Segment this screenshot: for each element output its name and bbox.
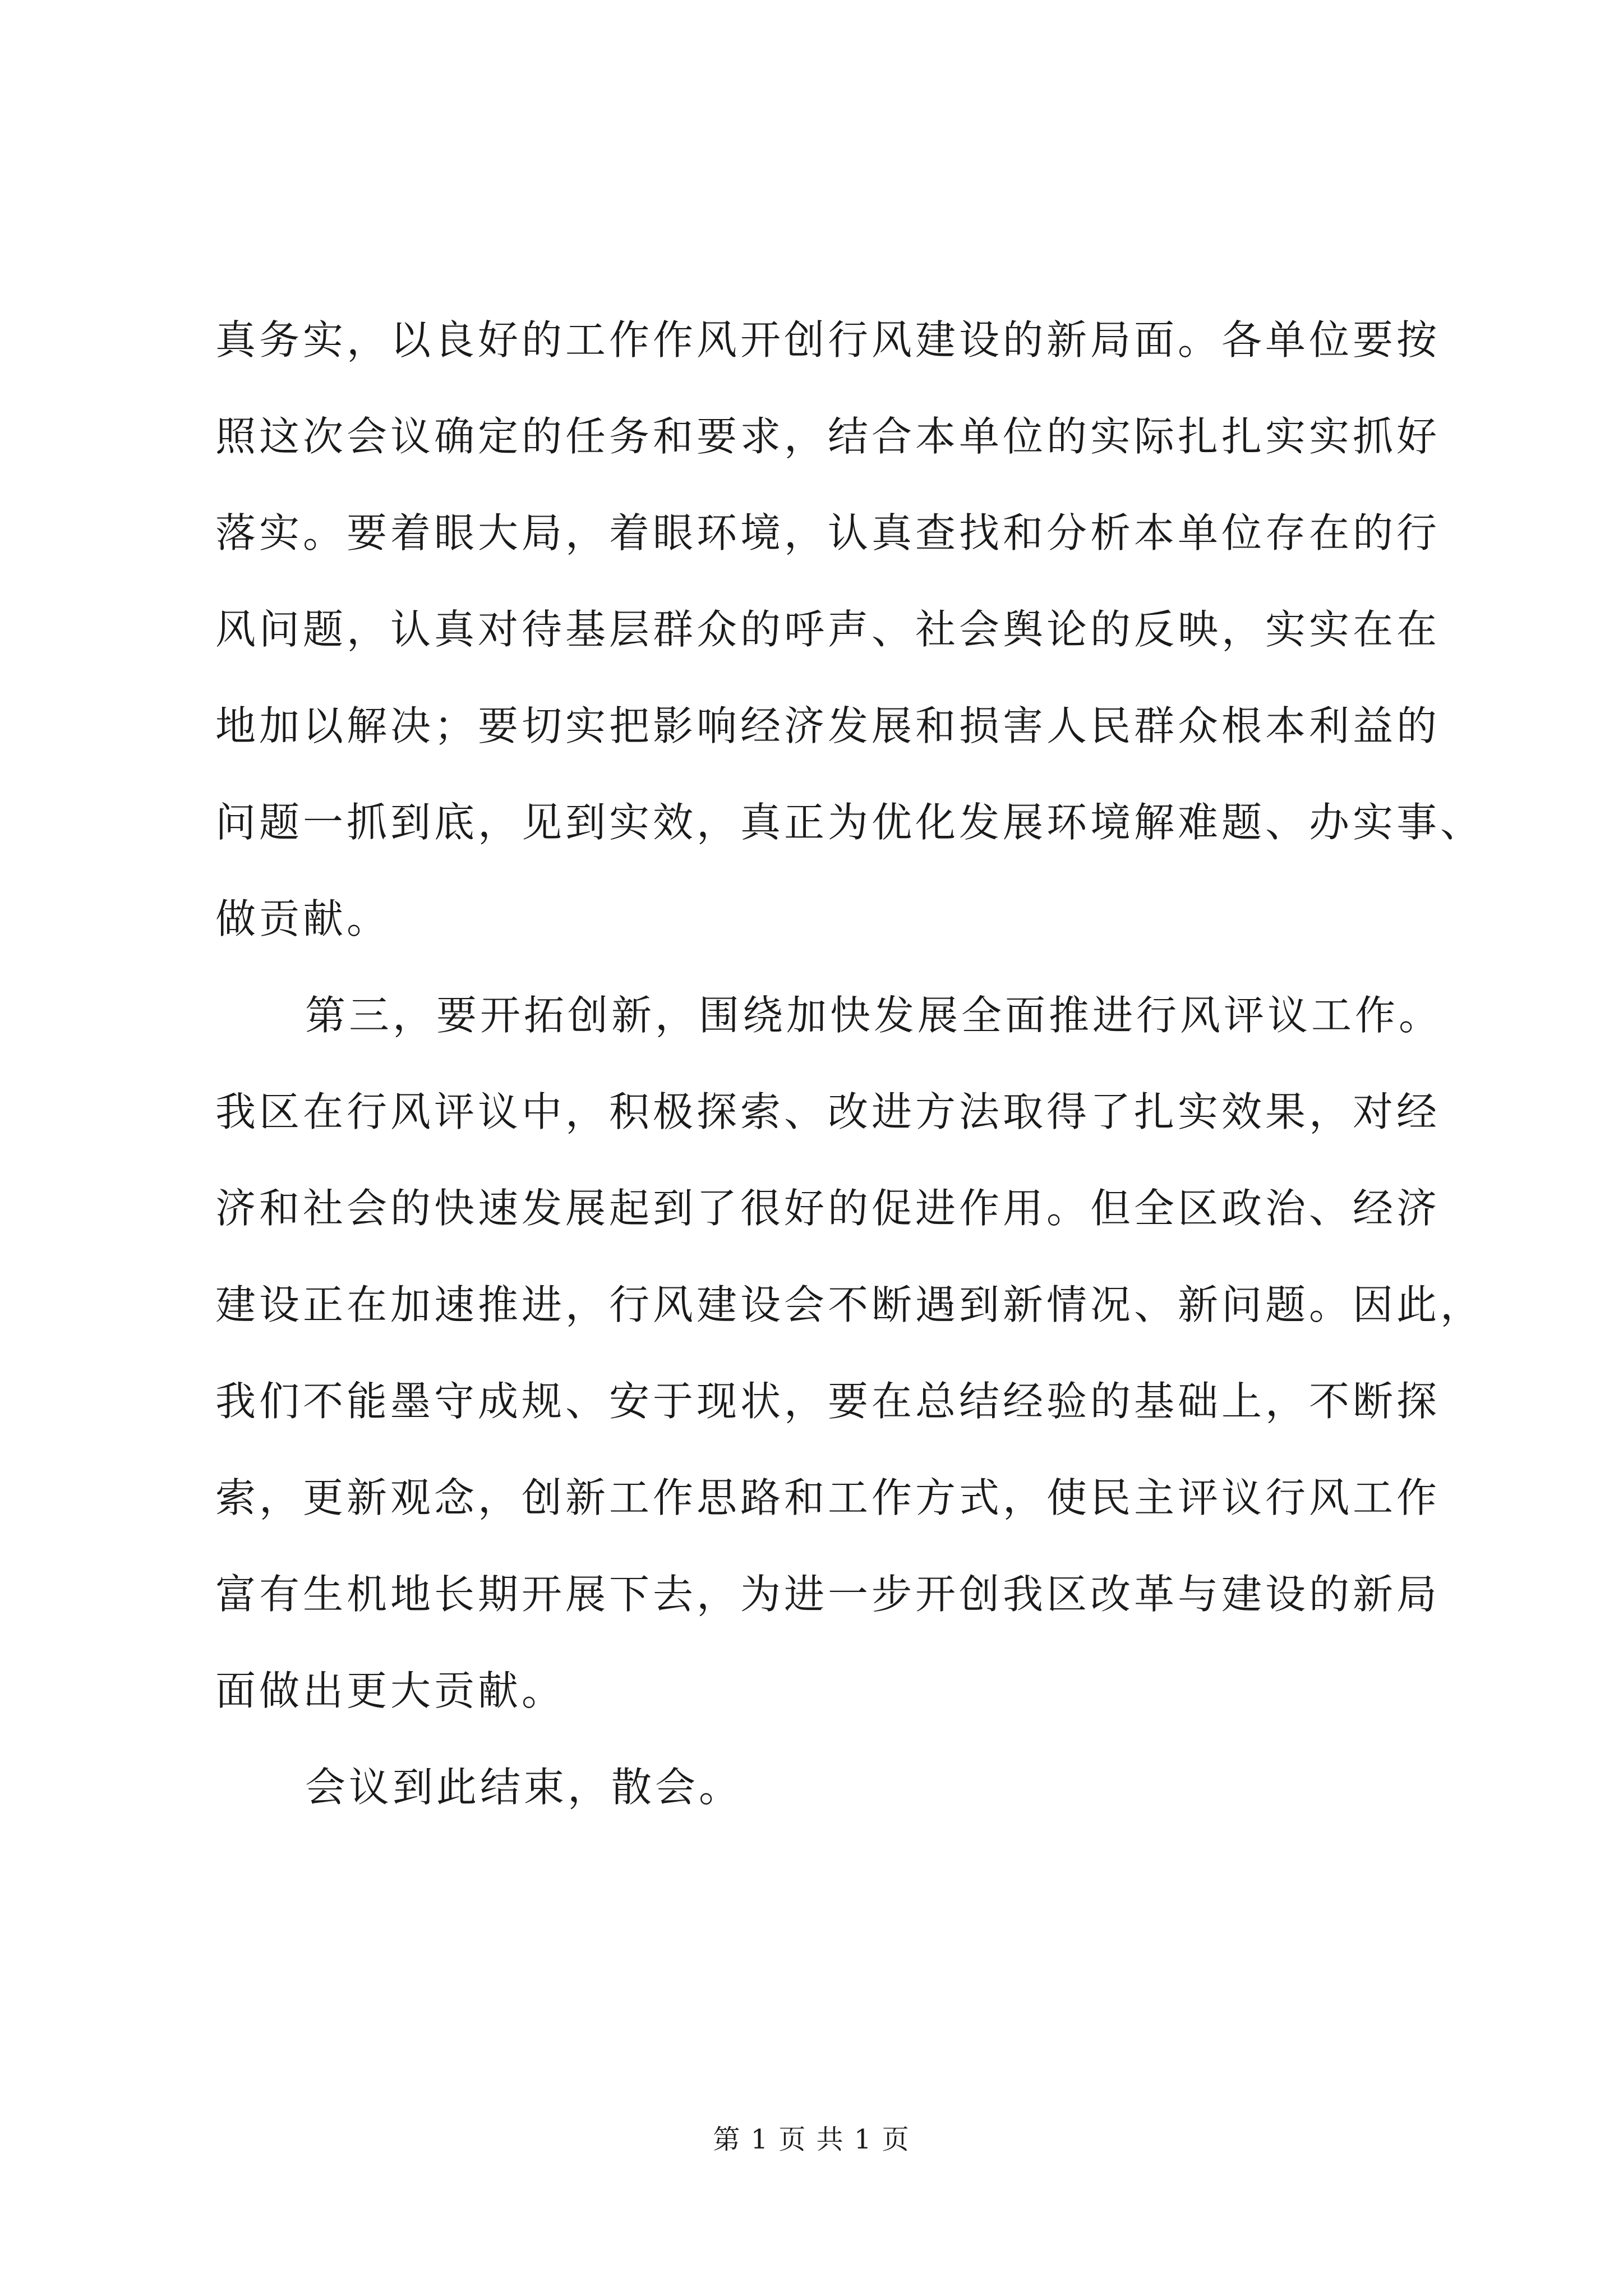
text-line: 地加以解决；要切实把影响经济发展和损害人民群众根本利益的	[215, 702, 1441, 749]
paragraph	[215, 967, 1484, 1739]
text-line: 落实。要着眼大局，着眼环境，认真查找和分析本单位存在的行	[215, 509, 1441, 556]
text-line: 风问题，认真对待基层群众的呼声、社会舆论的反映，实实在在	[215, 606, 1441, 653]
paragraph	[215, 1739, 1427, 1835]
text-line: 问题一抓到底，见到实效，真正为优化发展环境解难题、办实事、	[215, 799, 1484, 846]
text-line: 建设正在加速推进，行风建设会不断遇到新情况、新问题。因此，	[215, 1281, 1484, 1328]
text-line: 面做出更大贡献。	[215, 1667, 566, 1714]
paragraph	[215, 292, 1484, 967]
text-line: 我区在行风评议中，积极探索、改进方法取得了扎实效果，对经	[215, 1088, 1441, 1135]
text-line: 索，更新观念，创新工作思路和工作方式，使民主评议行风工作	[215, 1474, 1441, 1521]
text-line: 做贡献。	[215, 895, 391, 942]
text-line: 我们不能墨守成规、安于现状，要在总结经验的基础上，不断探	[215, 1378, 1441, 1425]
text-line: 会议到此结束，散会。	[305, 1764, 743, 1811]
text-line: 照这次会议确定的任务和要求，结合本单位的实际扎扎实实抓好	[215, 413, 1441, 460]
text-line: 富有生机地长期开展下去，为进一步开创我区改革与建设的新局	[215, 1571, 1441, 1618]
page-number-footer: 第 1 页 共 1 页	[713, 2124, 910, 2155]
text-line: 济和社会的快速发展起到了很好的促进作用。但全区政治、经济	[215, 1185, 1441, 1232]
text-line: 第三，要开拓创新，围绕加快发展全面推进行风评议工作。	[305, 992, 1443, 1039]
text-line: 真务实，以良好的工作作风开创行风建设的新局面。各单位要按	[215, 316, 1441, 364]
document-body	[215, 292, 1484, 1835]
